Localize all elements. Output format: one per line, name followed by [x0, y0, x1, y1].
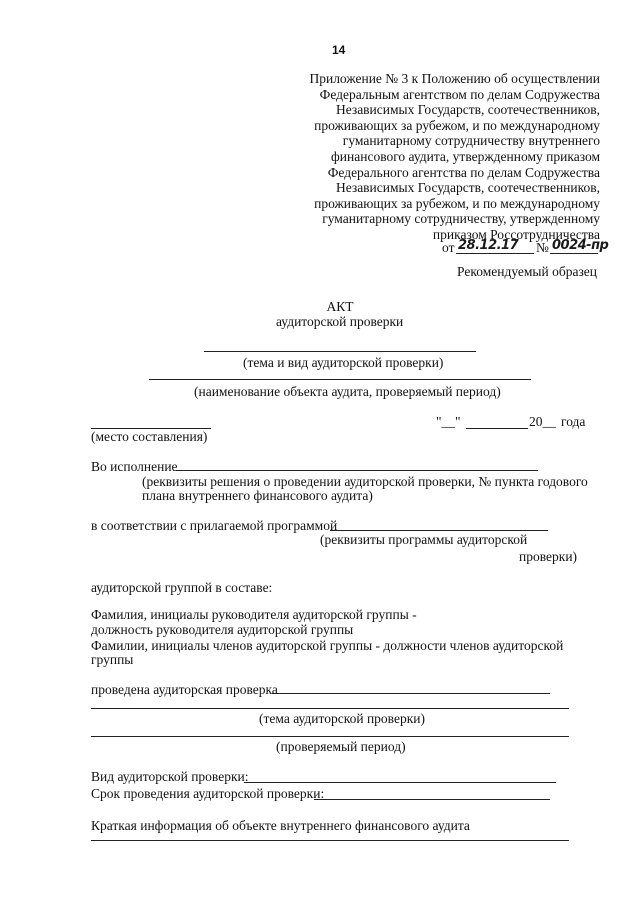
date-year-word: года [561, 414, 586, 429]
group-line: Фамилия, инициалы руководителя аудиторской группы - [91, 607, 417, 622]
brief-info-label: Краткая информация об объекте внутреннего финансового аудита [91, 818, 470, 833]
term-line [314, 799, 550, 800]
appendix-line: Федеральным агентством по делам Содружества [319, 86, 600, 102]
kind-line [244, 782, 556, 783]
date-month-line [466, 428, 528, 429]
topic-line [91, 708, 569, 709]
in-execution-line [176, 470, 538, 471]
recommended-sample: Рекомендуемый образец [457, 264, 598, 279]
appendix-header [300, 71, 600, 243]
object-period-line [149, 379, 531, 380]
order-date: 28.12.17 [458, 238, 519, 253]
appendix-line: Федерального агентства по делам Содружества [327, 164, 600, 180]
period-line [91, 736, 569, 737]
order-number-label: № [536, 240, 549, 255]
group-line: должность руководителя аудиторской группы [91, 622, 354, 637]
act-title: АКТ [326, 299, 354, 314]
order-number: 0024-пр [552, 238, 609, 253]
topic-type-caption: (тема и вид аудиторской проверки) [243, 355, 444, 370]
appendix-line: финансового аудита, утвержденному приказом [331, 148, 600, 164]
date-year: 20__ [529, 414, 556, 429]
in-execution-caption: (реквизиты решения о проведении аудиторской проверки, № пункта годового [142, 474, 588, 489]
group-label: аудиторской группой в составе: [91, 580, 273, 595]
appendix-line: Независимых Государств, соотечественников, [335, 102, 600, 118]
program-caption: (реквизиты программы аудиторской [320, 532, 528, 547]
appendix-line: гуманитарному сотрудничеству, утвержденному [322, 211, 600, 227]
appendix-line: проживающих за рубежом, и по международному [314, 117, 600, 133]
act-subtitle: аудиторской проверки [276, 314, 404, 329]
page-number: 14 [332, 43, 346, 57]
group-line: Фамилии, инициалы членов аудиторской группы - должности членов аудиторской [91, 638, 564, 653]
conducted-line [272, 693, 550, 694]
brief-info-line [91, 840, 569, 841]
program-label: в соответствии с прилагаемой программой [91, 518, 338, 533]
order-date-underline [456, 253, 534, 254]
appendix-line: приказом Россотрудничества [432, 226, 600, 242]
program-line [330, 530, 548, 531]
period-caption: (проверяемый период) [276, 739, 406, 754]
group-line: группы [91, 652, 134, 667]
date-day: "__" [436, 414, 461, 429]
appendix-line: проживающих за рубежом, и по международному [314, 195, 600, 211]
order-from-label: от [442, 240, 455, 255]
topic-type-line [204, 351, 476, 352]
object-period-caption: (наименование объекта аудита, проверяемый период) [194, 384, 501, 399]
appendix-line: гуманитарному сотрудничеству внутреннего [342, 133, 600, 149]
in-execution-caption: плана внутреннего финансового аудита) [142, 488, 373, 503]
place-caption: (место составления) [91, 429, 208, 444]
in-execution-label: Во исполнение [91, 459, 178, 474]
conducted-label: проведена аудиторская проверка [91, 682, 278, 697]
topic-caption: (тема аудиторской проверки) [259, 711, 425, 726]
appendix-line: Независимых Государств, соотечественников, [335, 180, 600, 196]
appendix-line: Приложение № 3 к Положению об осуществлении [309, 71, 600, 86]
term-label: Срок проведения аудиторской проверки: [91, 786, 325, 801]
program-caption: проверки) [519, 549, 578, 564]
order-number-underline [550, 253, 598, 254]
kind-label: Вид аудиторской проверки: [91, 769, 249, 784]
